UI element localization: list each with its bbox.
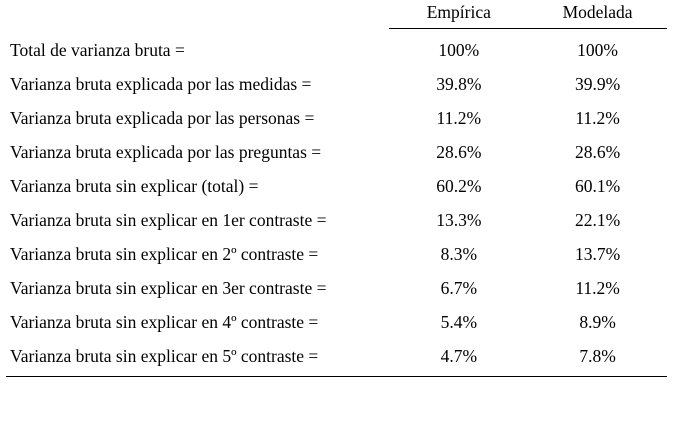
- row-value-empirica: 28.6%: [436, 142, 482, 162]
- row-value-modelada: 60.1%: [574, 176, 621, 196]
- row-value-modelada: 13.7%: [574, 244, 621, 264]
- row-label: Varianza bruta explicada por las preguntas =: [10, 142, 322, 162]
- bottom-rule-cell: [6, 376, 389, 377]
- table-row: [6, 170, 667, 204]
- row-value-modelada: 7.8%: [579, 346, 616, 366]
- row-value-modelada: 39.9%: [574, 74, 621, 94]
- table-row: [6, 306, 667, 340]
- row-value-modelada: 100%: [577, 40, 618, 60]
- table-body: [6, 29, 667, 377]
- row-value-empirica: 39.8%: [436, 74, 482, 94]
- column-header-empirica: Empírica: [389, 0, 528, 29]
- column-header-modelada: Modelada: [528, 0, 667, 29]
- row-label: Varianza bruta explicada por las medidas =: [10, 74, 312, 94]
- row-label: Varianza bruta sin explicar en 3er contraste =: [10, 278, 327, 298]
- column-header-label: [6, 0, 389, 29]
- bottom-rule-cell: [528, 376, 667, 377]
- row-value-empirica: 100%: [438, 40, 480, 60]
- row-label: Varianza bruta sin explicar (total) =: [10, 176, 259, 196]
- row-value-empirica: 60.2%: [436, 176, 482, 196]
- table-row: [6, 272, 667, 306]
- row-value-empirica: 11.2%: [436, 108, 482, 128]
- row-label: Varianza bruta sin explicar en 1er contraste =: [10, 210, 327, 230]
- row-value-empirica: 8.3%: [440, 244, 478, 264]
- table-row: [6, 204, 667, 238]
- row-label: Total de varianza bruta =: [10, 40, 185, 60]
- row-value-modelada: 8.9%: [579, 312, 616, 332]
- table-row: [6, 68, 667, 102]
- row-value-empirica: 13.3%: [436, 210, 482, 230]
- row-label: Varianza bruta explicada por las personas =: [10, 108, 315, 128]
- table-header: [6, 0, 667, 29]
- row-value-modelada: 11.2%: [575, 108, 620, 128]
- row-label: Varianza bruta sin explicar en 2º contraste =: [10, 244, 319, 264]
- row-label: Varianza bruta sin explicar en 5º contraste =: [10, 346, 319, 366]
- row-value-empirica: 6.7%: [440, 278, 478, 298]
- table-header-row: [6, 0, 667, 29]
- row-value-modelada: 22.1%: [574, 210, 621, 230]
- table-bottom-rule: [6, 376, 667, 377]
- table-row: [6, 102, 667, 136]
- table-row: [6, 136, 667, 170]
- bottom-rule-cell: [389, 376, 528, 377]
- table-row: [6, 340, 667, 377]
- variance-table: [6, 0, 667, 377]
- table-row: [6, 238, 667, 272]
- table-row: [6, 29, 667, 68]
- row-value-empirica: 4.7%: [440, 346, 478, 366]
- row-label: Varianza bruta sin explicar en 4º contraste =: [10, 312, 319, 332]
- row-value-modelada: 11.2%: [575, 278, 620, 298]
- row-value-modelada: 28.6%: [574, 142, 621, 162]
- row-value-empirica: 5.4%: [440, 312, 478, 332]
